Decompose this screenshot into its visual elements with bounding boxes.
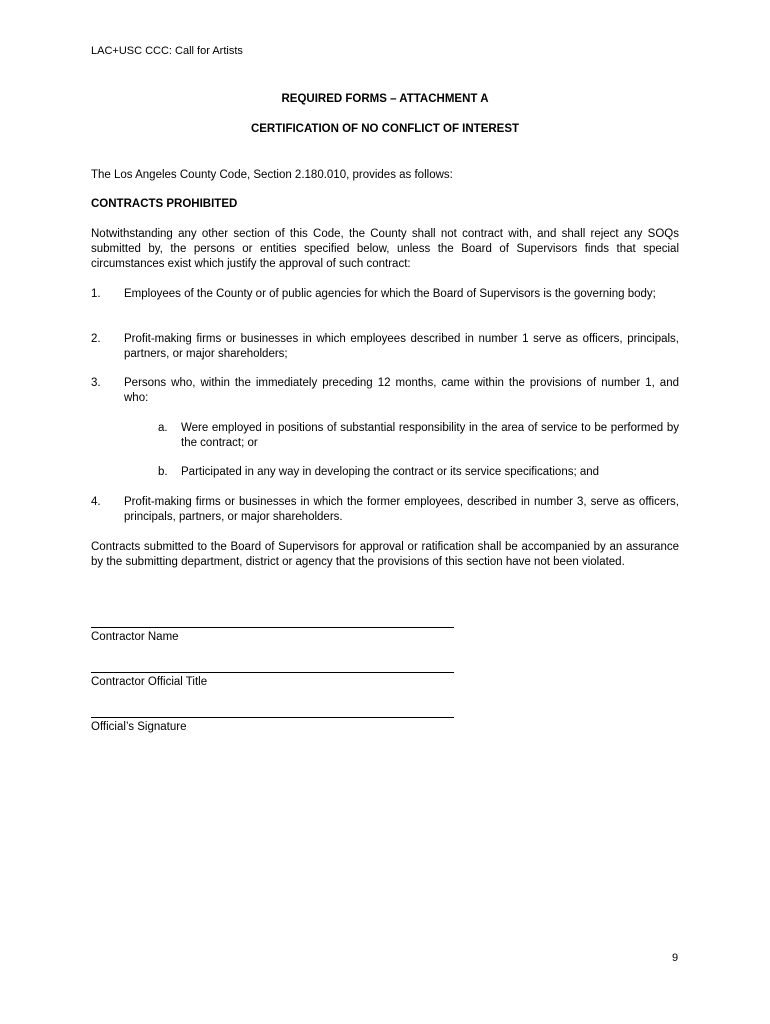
list-item-text: Profit-making firms or businesses in which the former employees, described in number 3, serve as officers, principals, partners, or major shareholders. xyxy=(124,496,679,523)
sub-list-item-text: Participated in any way in developing the contract or its service specifications; and xyxy=(181,466,600,478)
sub-list-item-letter: b. xyxy=(158,466,168,478)
list-item-text: Employees of the County or of public agencies for which the Board of Supervisors is the governing body; xyxy=(124,288,656,300)
signature-label: Contractor Name xyxy=(91,631,179,643)
list-item-number: 1. xyxy=(91,288,101,300)
list-item-number: 3. xyxy=(91,377,101,389)
form-title: REQUIRED FORMS – ATTACHMENT A xyxy=(281,93,489,105)
list-item-text: Profit-making firms or businesses in which employees described in number 1 serve as officers, principals, partners, or major shareholders; xyxy=(124,333,679,360)
paragraph-prohibition: Notwithstanding any other section of this Code, the County shall not contract with, and shall reject any SOQs submitted by, the persons or entities specified below, unless the Board of Supervisors finds that special circumstances exist which justify the approval of such contract: xyxy=(91,228,679,270)
signature-label: Official’s Signature xyxy=(91,721,187,733)
section-heading: CONTRACTS PROHIBITED xyxy=(91,198,238,210)
signature-line[interactable] xyxy=(91,707,454,718)
signature-line[interactable] xyxy=(91,617,454,628)
signature-line[interactable] xyxy=(91,662,454,673)
list-item-number: 4. xyxy=(91,496,101,508)
list-item-text: Persons who, within the immediately preceding 12 months, came within the provisions of number 1, and who: xyxy=(124,377,679,404)
signature-label: Contractor Official Title xyxy=(91,676,208,688)
running-header: LAC+USC CCC: Call for Artists xyxy=(91,45,243,57)
signature-field-contractor-name[interactable] xyxy=(91,617,454,645)
page-number: 9 xyxy=(672,952,679,964)
sub-list-item-letter: a. xyxy=(158,422,168,434)
list-item-number: 2. xyxy=(91,333,101,345)
form-subtitle: CERTIFICATION OF NO CONFLICT OF INTEREST xyxy=(250,123,520,135)
signature-field-official-signature[interactable] xyxy=(91,707,454,735)
paragraph-assurance: Contracts submitted to the Board of Supervisors for approval or ratification shall be accompanied by an assurance by the submitting department, district or agency that the provisions of this section have not been violated. xyxy=(91,541,679,568)
sub-list-item-text: Were employed in positions of substantial responsibility in the area of service to be performed by the contract; or xyxy=(181,422,679,449)
signature-field-official-title[interactable] xyxy=(91,662,454,690)
intro-text: The Los Angeles County Code, Section 2.180.010, provides as follows: xyxy=(91,169,453,181)
